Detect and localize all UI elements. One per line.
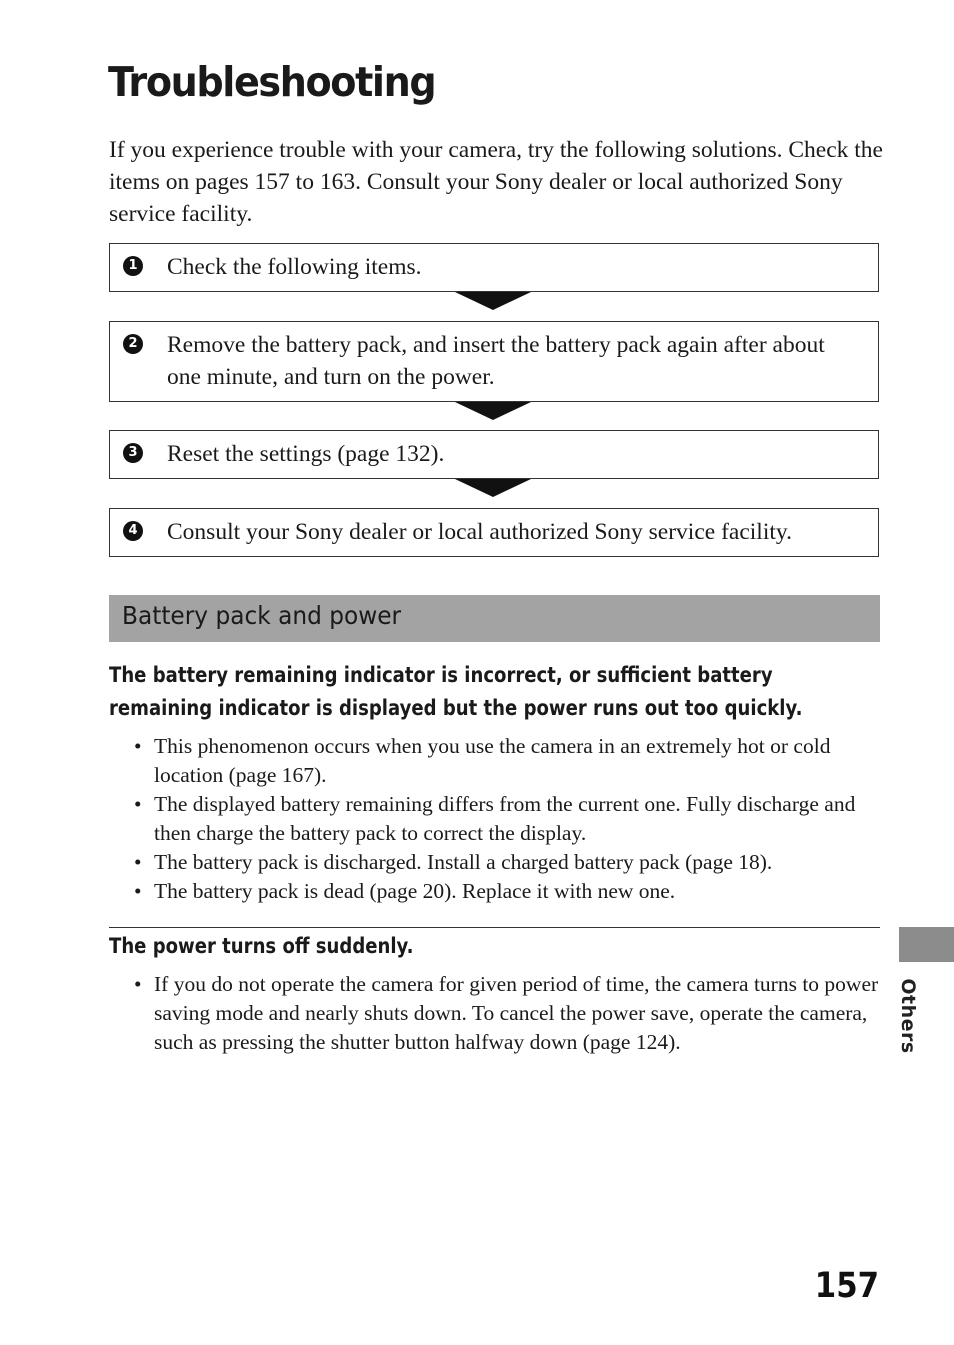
bullet-icon: • [134, 972, 142, 996]
step-number-1: 1 [123, 256, 143, 276]
side-tab-label: Others [897, 978, 919, 1054]
step-text-1: Check the following items. [167, 254, 422, 280]
topic-heading [109, 930, 414, 963]
down-arrow-icon [455, 402, 531, 420]
bullet-icon: • [134, 734, 142, 758]
page-title: Troubleshooting [108, 58, 436, 106]
list-item [134, 732, 879, 790]
list-item-text: The battery pack is discharged. Install a charged battery pack (page 18). [154, 850, 773, 874]
bullet-icon: • [134, 850, 142, 874]
step-number-2: 2 [123, 334, 143, 354]
section-header [109, 595, 880, 642]
step-box-2 [109, 321, 879, 402]
list-item-text: The displayed battery remaining differs from the current one. Fully discharge and then charge the battery pack to correct the display. [154, 792, 856, 845]
list-item-text: If you do not operate the camera for given period of time, the camera turns to power saving mode and nearly shuts down. To cancel the power save, operate the camera, such as pressing the shutter button halfway down (page 124). [154, 972, 879, 1054]
list-item-text: This phenomenon occurs when you use the camera in an extremely hot or cold location (page 167). [154, 734, 831, 787]
step-text-2: Remove the battery pack, and insert the battery pack again after about one minute, and turn on the power. [167, 332, 825, 390]
topic-heading [109, 659, 802, 725]
page-number: 157 [814, 1266, 879, 1306]
topic-heading-line: The battery remaining indicator is incorrect, or sufficient battery [109, 663, 773, 687]
section-title: Battery pack and power [122, 601, 402, 630]
topic-divider [109, 927, 880, 928]
list-item [134, 877, 879, 906]
step-number-3: 3 [123, 443, 143, 463]
list-item [134, 848, 879, 877]
down-arrow-icon [455, 292, 531, 310]
side-tab-marker [899, 927, 954, 962]
list-item-text: The battery pack is dead (page 20). Replace it with new one. [154, 879, 676, 903]
step-number-4: 4 [123, 521, 143, 541]
down-arrow-icon [455, 479, 531, 497]
bullet-icon: • [134, 792, 142, 816]
step-box-4 [109, 508, 879, 557]
topic-heading-line: remaining indicator is displayed but the power runs out too quickly. [109, 696, 803, 720]
list-item [134, 790, 879, 848]
step-box-1 [109, 243, 879, 292]
bullet-list [134, 970, 879, 1057]
list-item [134, 970, 879, 1057]
topic-heading-line: The power turns off suddenly. [109, 934, 414, 958]
step-text-3: Reset the settings (page 132). [167, 441, 445, 467]
intro-paragraph: If you experience trouble with your camera, try the following solutions. Check the items on pages 157 to 163. Consult your Sony dealer or local authorized Sony service facility. [109, 137, 883, 227]
bullet-icon: • [134, 879, 142, 903]
step-box-3 [109, 430, 879, 479]
step-text-4: Consult your Sony dealer or local authorized Sony service facility. [167, 519, 792, 545]
bullet-list [134, 732, 879, 906]
